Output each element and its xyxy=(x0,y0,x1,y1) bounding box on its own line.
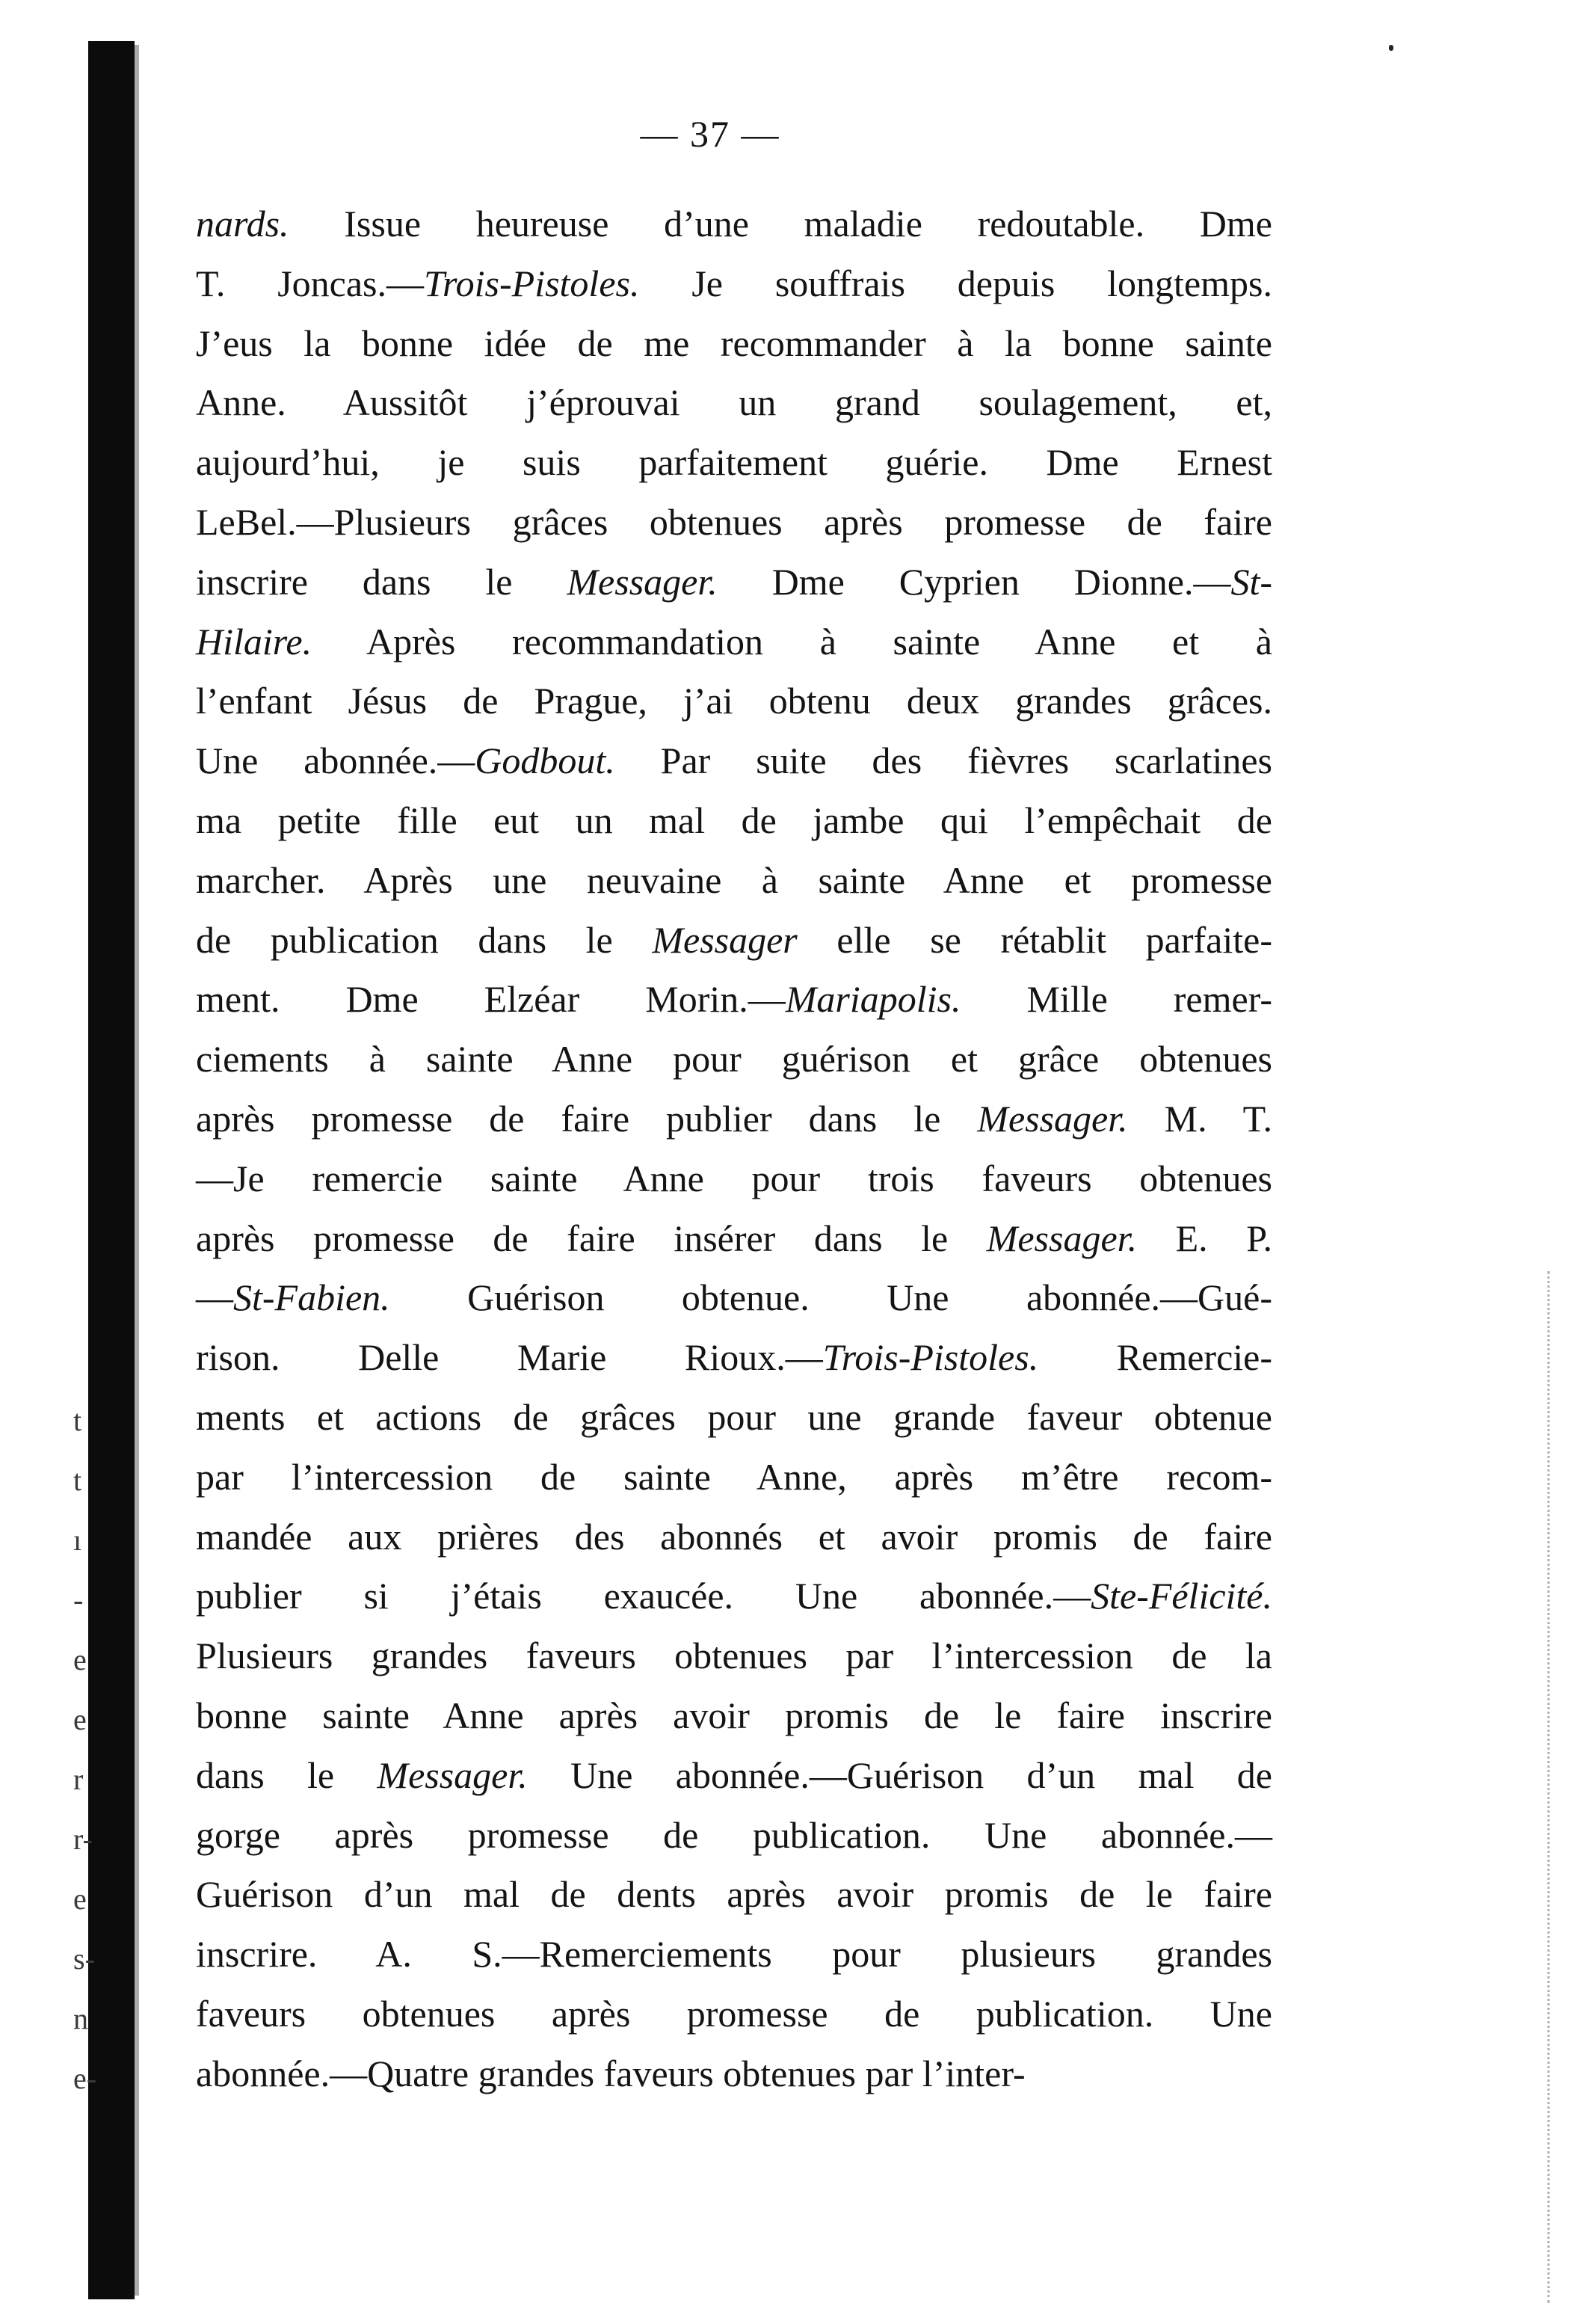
text-segment: ments et actions de grâces pour une grande faveur obtenue xyxy=(196,1395,1272,1438)
text-segment: gorge après promesse de publication. Une abonnée.— xyxy=(196,1813,1272,1856)
italic-text: Messager. xyxy=(377,1753,528,1796)
text-segment: bonne sainte Anne après avoir promis de le faire inscrire xyxy=(196,1694,1272,1736)
text-segment: Une abonnée.— xyxy=(196,740,475,782)
text-line xyxy=(196,1985,1272,2044)
text-line xyxy=(196,553,1272,612)
text-segment: Je souffrais depuis longtemps. xyxy=(639,262,1272,304)
text-segment: T. Joncas.— xyxy=(196,262,424,304)
text-line xyxy=(196,1089,1272,1149)
text-segment: ment. Dme Elzéar Morin.— xyxy=(196,978,786,1021)
page-right-edge xyxy=(1547,1271,1551,2303)
italic-text: St- xyxy=(1230,560,1272,603)
text-segment: Plusieurs grandes faveurs obtenues par l’intercession de la xyxy=(196,1635,1272,1677)
margin-fragment: - xyxy=(73,1583,84,1617)
italic-text: Godbout. xyxy=(475,740,615,782)
italic-text: Mariapolis. xyxy=(785,978,961,1021)
text-segment: ma petite fille eut un mal de jambe qui l’empêchait de xyxy=(196,799,1272,841)
text-segment: — xyxy=(196,1276,233,1319)
text-segment: après promesse de faire insérer dans le xyxy=(196,1217,987,1259)
text-segment: dans le xyxy=(196,1753,377,1796)
ink-speck xyxy=(1389,45,1393,51)
text-segment: faveurs obtenues après promesse de publication. Une xyxy=(196,1992,1272,2035)
italic-text: Trois-Pistoles. xyxy=(822,1336,1039,1379)
text-line xyxy=(196,731,1272,791)
text-line xyxy=(196,254,1272,314)
text-line xyxy=(196,791,1272,851)
text-segment: Après recommandation à sainte Anne et à xyxy=(312,620,1272,663)
text-segment: Remercie- xyxy=(1038,1336,1273,1379)
text-segment: publier si j’étais exaucée. Une abonnée.— xyxy=(196,1575,1091,1617)
text-segment: Guérison obtenue. Une abonnée.—Gué- xyxy=(389,1276,1272,1319)
text-segment: Issue heureuse d’une maladie redoutable. Dme xyxy=(289,203,1272,245)
text-line xyxy=(196,2044,1272,2104)
text-line xyxy=(196,1149,1272,1209)
text-segment: Une abonnée.—Guérison d’un mal de xyxy=(527,1753,1273,1796)
text-line xyxy=(196,1686,1272,1746)
text-line xyxy=(196,1388,1272,1448)
text-segment: Anne. Aussitôt j’éprouvai un grand soulagement, et, xyxy=(196,381,1272,424)
italic-text: Messager. xyxy=(986,1217,1138,1259)
text-segment: par l’intercession de sainte Anne, après m’être recom- xyxy=(196,1455,1272,1498)
binding-edge xyxy=(135,45,139,2296)
margin-fragment: s- xyxy=(73,1942,95,1976)
text-line xyxy=(196,493,1272,553)
body-text xyxy=(196,194,1272,2104)
text-segment: mandée aux prières des abonnés et avoir promis de faire xyxy=(196,1515,1272,1558)
text-segment: ciements à sainte Anne pour guérison et grâce obtenues xyxy=(196,1038,1272,1080)
text-segment: rison. Delle Marie Rioux.— xyxy=(196,1336,823,1379)
text-line xyxy=(196,194,1272,254)
italic-text: Hilaire. xyxy=(196,620,312,663)
italic-text: Ste-Félicité. xyxy=(1091,1575,1272,1617)
text-line xyxy=(196,1209,1272,1269)
text-segment: —Je remercie sainte Anne pour trois faveurs obtenues xyxy=(196,1157,1272,1199)
text-line xyxy=(196,851,1272,911)
text-segment: inscrire dans le xyxy=(196,560,567,603)
text-segment: elle se rétablit parfaite- xyxy=(797,918,1272,961)
margin-fragment: t xyxy=(73,1404,82,1437)
margin-fragment: e xyxy=(73,1643,87,1676)
margin-fragment: e- xyxy=(73,2062,97,2095)
text-segment: Dme Cyprien Dionne.— xyxy=(717,560,1231,603)
text-segment: marcher. Après une neuvaine à sainte Anne et promesse xyxy=(196,858,1272,901)
text-segment: après promesse de faire publier dans le xyxy=(196,1097,978,1140)
text-segment: inscrire. A. S.—Remerciements pour plusieurs grandes xyxy=(196,1933,1272,1976)
text-segment: abonnée.—Quatre grandes faveurs obtenues par l’inter- xyxy=(196,2052,1026,2094)
margin-fragment: r xyxy=(73,1762,84,1796)
margin-fragment: r- xyxy=(73,1822,93,1856)
margin-fragment: ı xyxy=(73,1523,82,1557)
italic-text: nards. xyxy=(196,203,289,245)
text-line xyxy=(196,1626,1272,1686)
text-line xyxy=(196,1746,1272,1806)
text-line xyxy=(196,1030,1272,1089)
text-segment: aujourd’hui, je suis parfaitement guérie. Dme Ernest xyxy=(196,441,1272,484)
text-line xyxy=(196,1328,1272,1388)
page-number: — 37 — xyxy=(640,113,780,155)
text-line xyxy=(196,612,1272,672)
margin-fragment: e xyxy=(73,1703,87,1736)
text-segment: de publication dans le xyxy=(196,918,653,961)
text-line xyxy=(196,970,1272,1030)
text-line xyxy=(196,1925,1272,1985)
text-segment: E. P. xyxy=(1137,1217,1272,1259)
text-line xyxy=(196,1268,1272,1328)
text-line xyxy=(196,911,1272,971)
text-segment: J’eus la bonne idée de me recommander à la bonne sainte xyxy=(196,322,1272,364)
text-segment: l’enfant Jésus de Prague, j’ai obtenu deux grandes grâces. xyxy=(196,680,1272,722)
text-line xyxy=(196,314,1272,374)
text-line xyxy=(196,1806,1272,1866)
text-segment: Guérison d’un mal de dents après avoir promis de le faire xyxy=(196,1873,1272,1916)
text-segment: Mille remer- xyxy=(961,978,1272,1021)
italic-text: Messager xyxy=(652,918,798,961)
text-line xyxy=(196,433,1272,493)
text-segment: M. T. xyxy=(1127,1097,1273,1140)
margin-bleed-through xyxy=(73,1391,103,2109)
text-line xyxy=(196,1448,1272,1507)
text-line xyxy=(196,1507,1272,1567)
margin-fragment: t xyxy=(73,1463,82,1497)
margin-fragment: n xyxy=(73,2002,88,2035)
italic-text: Trois-Pistoles. xyxy=(424,262,640,304)
margin-fragment: e xyxy=(73,1882,87,1916)
italic-text: St-Fabien. xyxy=(233,1276,390,1319)
text-line xyxy=(196,373,1272,433)
text-line xyxy=(196,671,1272,731)
text-line xyxy=(196,1865,1272,1925)
text-segment: Par suite des fièvres scarlatines xyxy=(614,740,1273,782)
italic-text: Messager. xyxy=(977,1097,1128,1140)
text-line xyxy=(196,1567,1272,1626)
italic-text: Messager. xyxy=(567,560,718,603)
text-segment: LeBel.—Plusieurs grâces obtenues après promesse de faire xyxy=(196,500,1272,543)
